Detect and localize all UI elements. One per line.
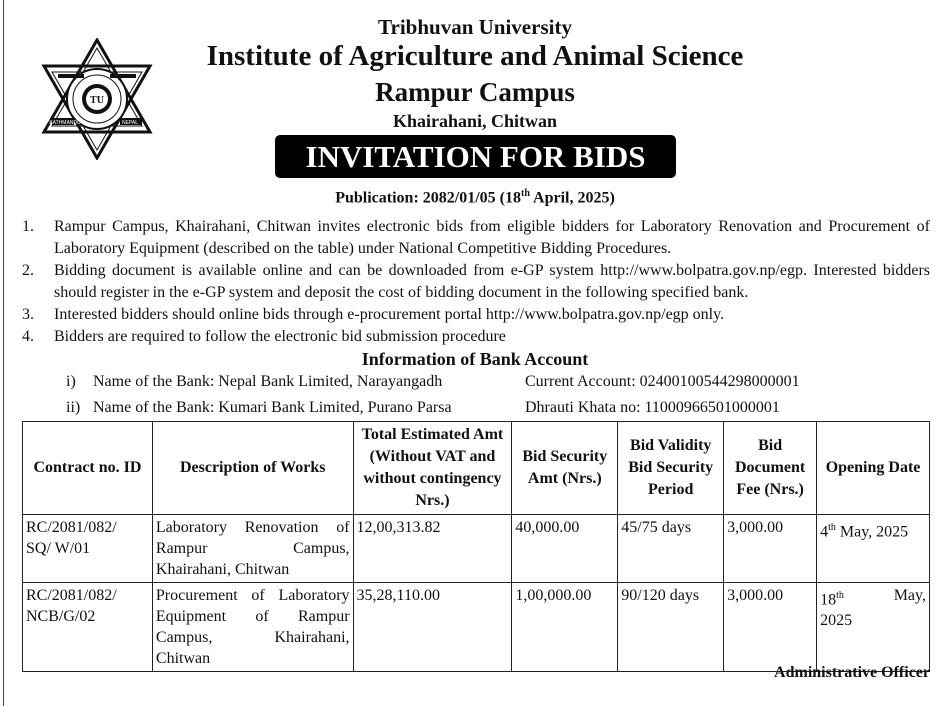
opening-rest: May, (893, 587, 926, 604)
opening-day: 18 (820, 591, 837, 609)
cell-contract (23, 583, 153, 672)
description-text: Laboratory Renovation of Rampur Campus, (155, 519, 350, 557)
publication-date (160, 188, 790, 207)
instruction-number: 4. (22, 328, 34, 345)
header-estimate: Total Estimated Amt (Without VAT and without contingency Nrs.) (353, 422, 512, 515)
header-security: Bid Security Amt (Nrs.) (512, 422, 618, 515)
instruction-item (22, 216, 930, 260)
instruction-text: Rampur Campus, Khairahani, Chitwan invites electronic bids from eligible bidders for Laboratory Renovation and Procurement of Laboratory Equipment (described on the table) under National Competitive Bidding Procedures. (54, 218, 930, 257)
logo-text-right: NEPAL (121, 120, 139, 126)
instruction-number: 1. (22, 218, 34, 235)
cell-estimate: 12,00,313.82 (353, 515, 512, 583)
instruction-text: Bidders are required to follow the electronic bid submission procedure (54, 328, 506, 345)
publication-prefix: Publication: 2082/01/05 (18 (335, 189, 521, 207)
page-edge-line (3, 0, 4, 706)
opening-day: 4 (820, 523, 829, 541)
institute-name: Institute of Agriculture and Animal Science (206, 40, 744, 72)
instruction-number: 2. (22, 262, 34, 279)
header-contract: Contract no. ID (23, 422, 153, 515)
campus-name: Rampur Campus (375, 77, 575, 107)
publication-suffix: April, 2025) (529, 189, 615, 207)
table-row (23, 515, 930, 583)
header-opening: Opening Date (817, 422, 930, 515)
signature-title: Administrative Officer (774, 664, 930, 681)
cell-description (152, 515, 353, 583)
logo-center-text: TU (90, 95, 104, 106)
cell-estimate: 35,28,110.00 (353, 583, 512, 672)
cell-contract (23, 515, 153, 583)
instruction-item (22, 326, 930, 348)
instructions-list (22, 216, 930, 348)
bank-row-account: Current Account: 02400100544298000001 (525, 373, 800, 390)
tribhuvan-university-emblem-icon (38, 38, 156, 160)
cell-security: 40,000.00 (512, 515, 618, 583)
cell-validity: 45/75 days (618, 515, 724, 583)
header-description: Description of Works (152, 422, 353, 515)
cell-opening (817, 515, 930, 583)
description-last-line: Khairahani, Chitwan (155, 561, 290, 578)
cell-validity: 90/120 days (618, 583, 724, 672)
cell-opening (817, 583, 930, 672)
cell-security: 1,00,000.00 (512, 583, 618, 672)
contract-line2: SQ/ W/01 (26, 540, 91, 557)
logo-text-left: KATHMANDU (49, 120, 81, 126)
instruction-text: Bidding document is available online and can be downloaded from e-GP system http://www.bolpatra.gov.np/egp. Interested bidders should register in the e-GP system and deposit the cost of bidding document in the following specified bank. (54, 262, 930, 301)
cell-description (152, 583, 353, 672)
cell-fee: 3,000.00 (724, 515, 817, 583)
bank-row-number: ii) (66, 399, 81, 416)
bank-row-name: Name of the Bank: Kumari Bank Limited, Purano Parsa (93, 399, 452, 416)
bank-info-title: Information of Bank Account (361, 349, 589, 369)
bids-table (22, 421, 930, 672)
header-fee: Bid Document Fee (Nrs.) (724, 422, 817, 515)
contract-line1: RC/2081/082/ (26, 587, 117, 604)
campus-location: Khairahani, Chitwan (392, 111, 558, 131)
bank-row-account: Dhrauti Khata no: 11000966501000001 (525, 399, 780, 416)
description-text: Procurement of Laboratory Equipment of Rampur Campus, Khairahani, (155, 587, 350, 646)
cell-fee: 3,000.00 (724, 583, 817, 672)
description-last-line: Chitwan (155, 650, 211, 667)
instruction-number: 3. (22, 306, 34, 323)
contract-line2: NCB/G/02 (26, 608, 96, 625)
instruction-item (22, 304, 930, 326)
bank-row-number: i) (66, 373, 76, 390)
instruction-text: Interested bidders should online bids through e-procurement portal http://www.bolpatra.gov.np/egp only. (54, 306, 725, 323)
table-row (23, 583, 930, 672)
opening-sup: th (836, 590, 844, 601)
invitation-banner: INVITATION FOR BIDS (275, 135, 676, 178)
opening-sup: th (828, 522, 836, 533)
table-header-row (23, 422, 930, 515)
opening-year: 2025 (820, 612, 853, 630)
instruction-item (22, 260, 930, 304)
publication-sup: th (520, 188, 530, 199)
opening-rest: May, 2025 (835, 523, 909, 541)
contract-line1: RC/2081/082/ (26, 519, 117, 536)
header-validity: Bid Validity Bid Security Period (618, 422, 724, 515)
university-name: Tribhuvan University (378, 15, 572, 39)
bank-row-name: Name of the Bank: Nepal Bank Limited, Narayangadh (93, 373, 443, 390)
